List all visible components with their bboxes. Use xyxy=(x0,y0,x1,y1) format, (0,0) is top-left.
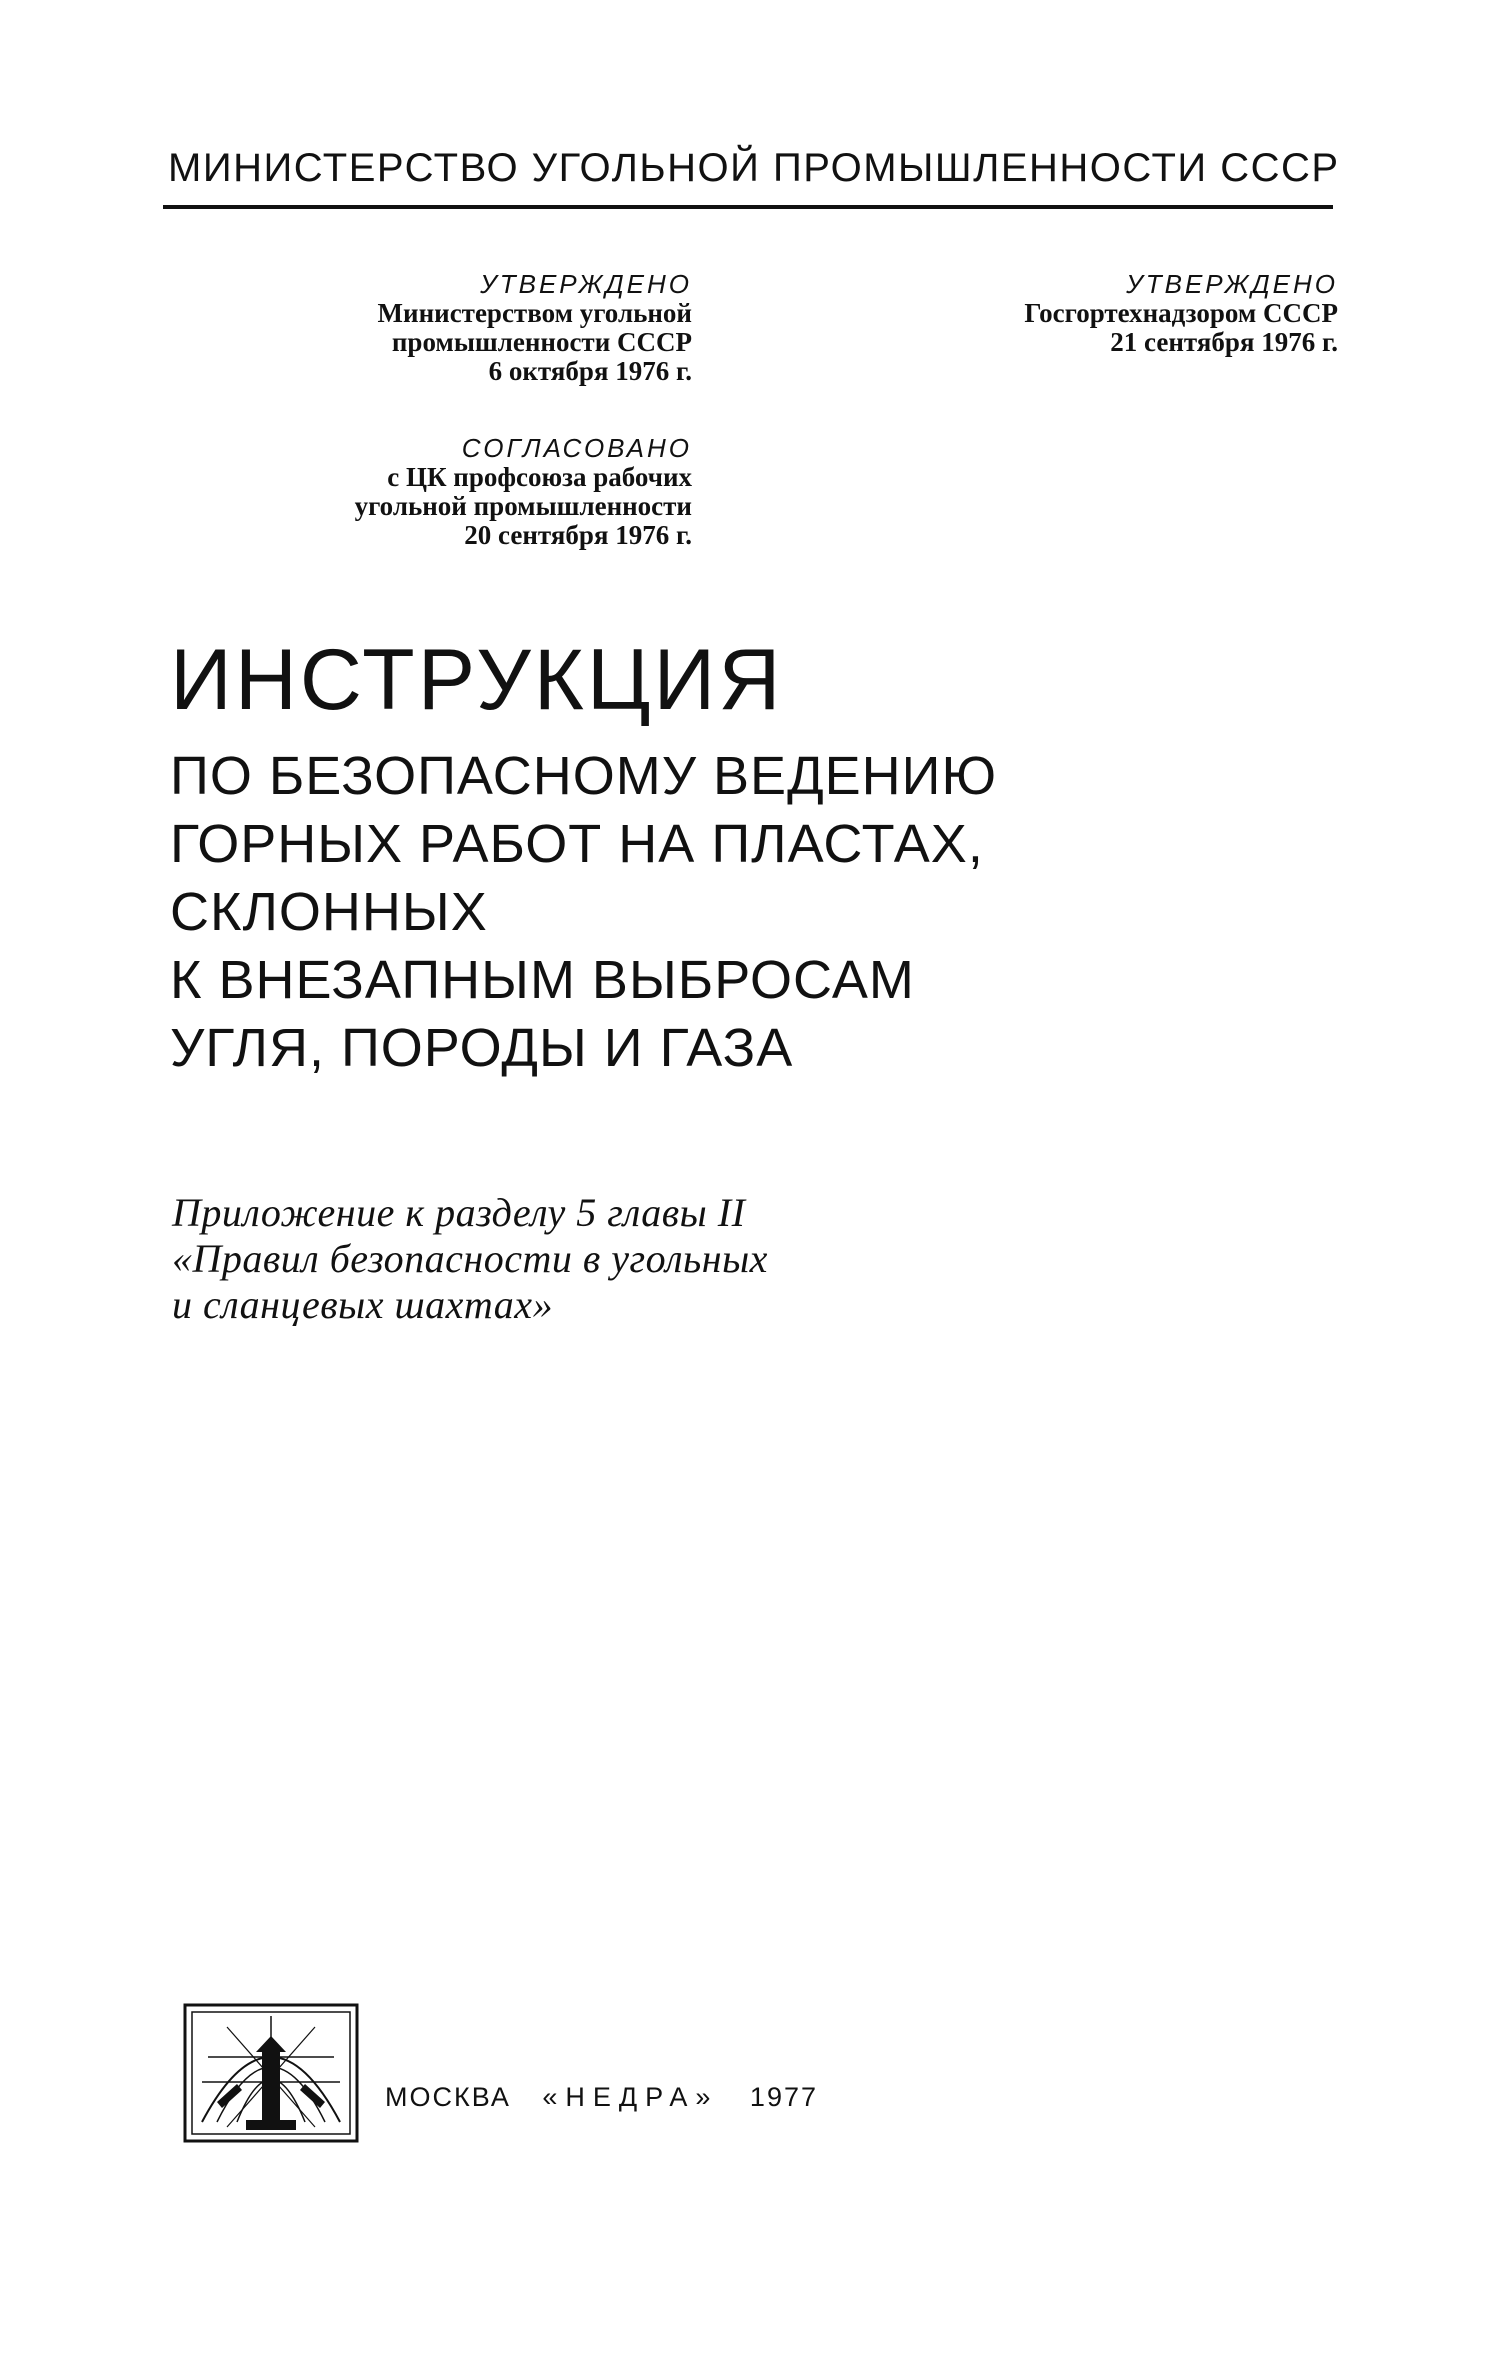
publisher-emblem-icon xyxy=(182,2002,360,2144)
approval-gosgortekhnadzor-heading: УТВЕРЖДЕНО xyxy=(1126,269,1338,299)
subtitle-line: СКЛОННЫХ xyxy=(170,882,488,942)
imprint-city: МОСКВА xyxy=(385,2082,511,2112)
subtitle-line: ГОРНЫХ РАБОТ НА ПЛАСТАХ, xyxy=(170,814,984,874)
appendix-line: и сланцевых шахтах» xyxy=(172,1282,554,1327)
agreement-line: с ЦК профсоюза рабочих xyxy=(387,462,692,492)
subtitle-line: К ВНЕЗАПНЫМ ВЫБРОСАМ xyxy=(170,950,915,1010)
approval-gosgortekhnadzor-line: Госгортехнадзором СССР xyxy=(1024,298,1338,328)
approval-ministry-line: промышленности СССР xyxy=(391,327,692,357)
approval-ministry-date: 6 октября 1976 г. xyxy=(488,356,692,386)
agreement-heading: СОГЛАСОВАНО xyxy=(461,433,692,463)
agreement-union xyxy=(280,434,692,550)
approval-gosgortekhnadzor-date: 21 сентября 1976 г. xyxy=(1110,327,1338,357)
approval-ministry-line: Министерством угольной xyxy=(377,298,692,328)
approval-ministry-heading: УТВЕРЖДЕНО xyxy=(480,269,692,299)
imprint-publisher: «НЕДРА» xyxy=(542,2082,719,2112)
header-rule xyxy=(163,205,1333,209)
approval-gosgortekhnadzor xyxy=(880,270,1338,357)
document-title: ИНСТРУКЦИЯ xyxy=(170,632,784,728)
agreement-date: 20 сентября 1976 г. xyxy=(464,520,692,550)
document-subtitle xyxy=(170,742,997,1082)
appendix-note xyxy=(172,1190,768,1328)
agreement-line: угольной промышленности xyxy=(354,491,692,521)
imprint xyxy=(385,2082,840,2113)
ministry-header: МИНИСТЕРСТВО УГОЛЬНОЙ ПРОМЫШЛЕННОСТИ СССР xyxy=(168,146,1340,190)
subtitle-line: УГЛЯ, ПОРОДЫ И ГАЗА xyxy=(170,1018,794,1078)
approval-ministry xyxy=(300,270,692,386)
appendix-line: Приложение к разделу 5 главы II xyxy=(172,1190,746,1235)
subtitle-line: ПО БЕЗОПАСНОМУ ВЕДЕНИЮ xyxy=(170,746,998,806)
appendix-line: «Правил безопасности в угольных xyxy=(172,1236,768,1281)
imprint-year: 1977 xyxy=(749,2082,818,2112)
